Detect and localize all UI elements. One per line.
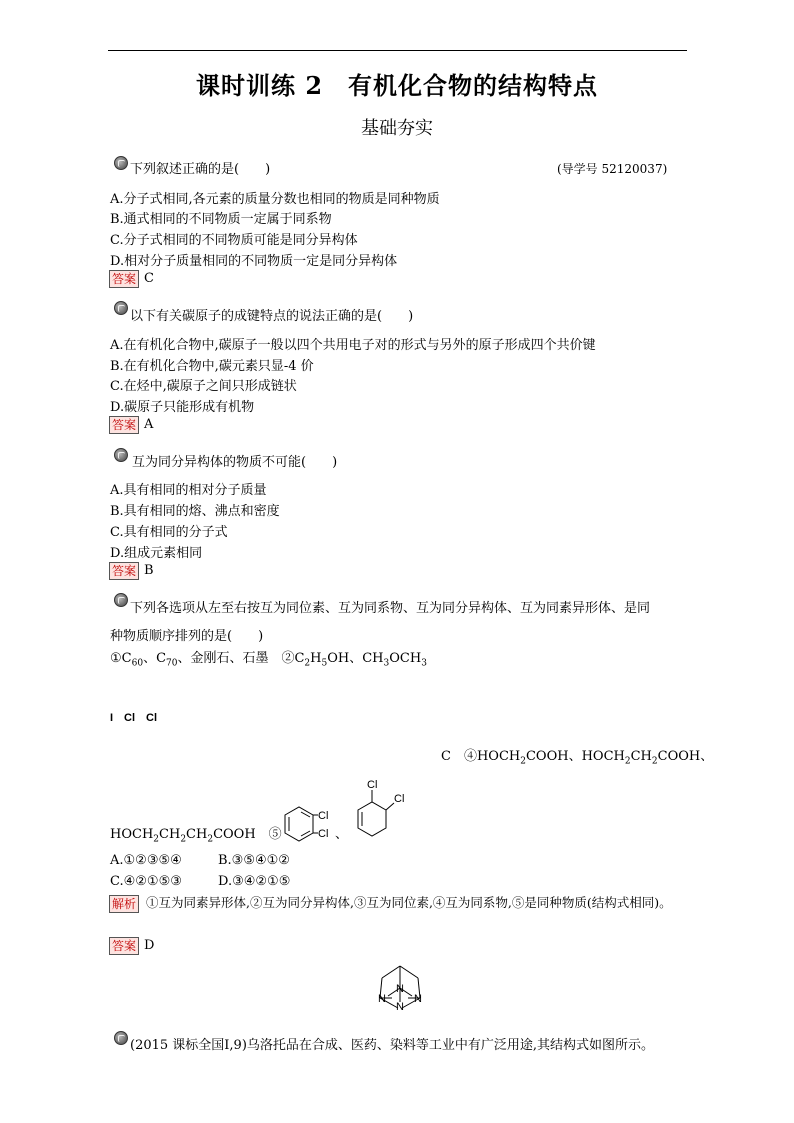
question-icon [114, 593, 128, 607]
question-icon [114, 156, 128, 170]
q3-answer: B [144, 563, 154, 578]
q2-option-d: D.碳原子只能形成有机物 [110, 400, 255, 415]
q4-analysis: ①互为同素异形体,②互为同分异构体,③互为同位素,④互为同系物,⑤是同种物质(结构式相同)。 [146, 895, 672, 910]
answer-badge: 答案 [109, 270, 139, 288]
nitrogen-label: N [396, 1001, 404, 1013]
q4-stem-line1: 下列各选项从左至右按互为同位素、互为同系物、互为同分异构体、互为同素异形体、是同 [130, 601, 651, 616]
cropped-label-fragment: I Cl Cl [110, 712, 158, 724]
q2-option-b: B.在有机化合物中,碳元素只显-4 价 [110, 359, 314, 374]
nitrogen-label: N [414, 993, 422, 1005]
question-icon [114, 301, 128, 315]
q1-stem: 下列叙述正确的是( ) [130, 162, 271, 177]
q1-ref: (导学号 52120037) [557, 162, 668, 176]
q2-stem: 以下有关碳原子的成键特点的说法正确的是( ) [130, 309, 414, 324]
answer-badge: 答案 [109, 937, 139, 955]
urotropine-structure [370, 958, 434, 1014]
nitrogen-label: N [396, 983, 404, 995]
q4-option-c: C.④②①⑤③ [110, 874, 182, 889]
q4-item-4-line2: $HOCH_2CH_2CH_2COOH$ ⑤ [110, 827, 282, 845]
page-title: 课时训练 2 有机化合物的结构特点 [195, 71, 599, 100]
chlorine-label: Cl [318, 828, 329, 840]
q4-option-d: D.③④②①⑤ [218, 874, 291, 889]
q2-option-a: A.在有机化合物中,碳原子一般以四个共用电子对的形式与另外的原子形成四个共价键 [110, 338, 596, 353]
question-icon [114, 448, 128, 462]
q1-option-d: D.相对分子质量相同的不同物质一定是同分异构体 [110, 254, 398, 269]
q5-stem: (2015 课标全国Ⅰ,9)乌洛托品在合成、医药、染料等工业中有广泛用途,其结构式如图所示。 [130, 1038, 655, 1053]
chlorine-label: Cl [394, 793, 405, 805]
question-icon [114, 1031, 128, 1045]
q2-option-c: C.在烃中,碳原子之间只形成链状 [110, 379, 297, 394]
answer-badge: 答案 [109, 416, 139, 434]
q4-items-1-2: $①C_{60}$、$C_{70}$、金刚石、石墨 $②C_2H_5OH$、$CH_3OCH_3$ [110, 651, 427, 669]
q4-answer: D [144, 938, 155, 953]
q4-stem-line2: 种物质顺序排列的是( ) [110, 629, 264, 644]
q1-answer: C [144, 271, 154, 286]
analysis-badge: 解析 [109, 895, 139, 913]
section-heading: 基础夯实 [361, 118, 433, 139]
chlorine-label: Cl [367, 779, 378, 791]
answer-badge: 答案 [109, 562, 139, 580]
cropped-text-fragment [110, 668, 170, 672]
separator: 、 [335, 827, 349, 842]
q1-option-b: B.通式相同的不同物质一定属于同系物 [110, 212, 332, 227]
q3-option-d: D.组成元素相同 [110, 546, 203, 561]
q4-item-4: C $④HOCH_2COOH$、$HOCH_2CH_2COOH$、 [441, 749, 714, 767]
q1-option-c: C.分子式相同的不同物质可能是同分异构体 [110, 233, 358, 248]
q3-option-b: B.具有相同的熔、沸点和密度 [110, 504, 280, 519]
q3-stem: 互为同分异构体的物质不可能( ) [132, 455, 338, 470]
q1-option-a: A.分子式相同,各元素的质量分数也相同的物质是同种物质 [110, 192, 440, 207]
top-rule [108, 50, 687, 51]
chlorine-label: Cl [318, 810, 329, 822]
q2-answer: A [144, 417, 154, 432]
q4-option-a: A.①②③⑤④ [110, 853, 182, 868]
q3-option-a: A.具有相同的相对分子质量 [110, 483, 267, 498]
dichlorocyclohexadiene-structure [342, 776, 414, 858]
q4-option-b: B.③⑤④①② [218, 853, 290, 868]
nitrogen-label: N [378, 993, 386, 1005]
q3-option-c: C.具有相同的分子式 [110, 525, 228, 540]
